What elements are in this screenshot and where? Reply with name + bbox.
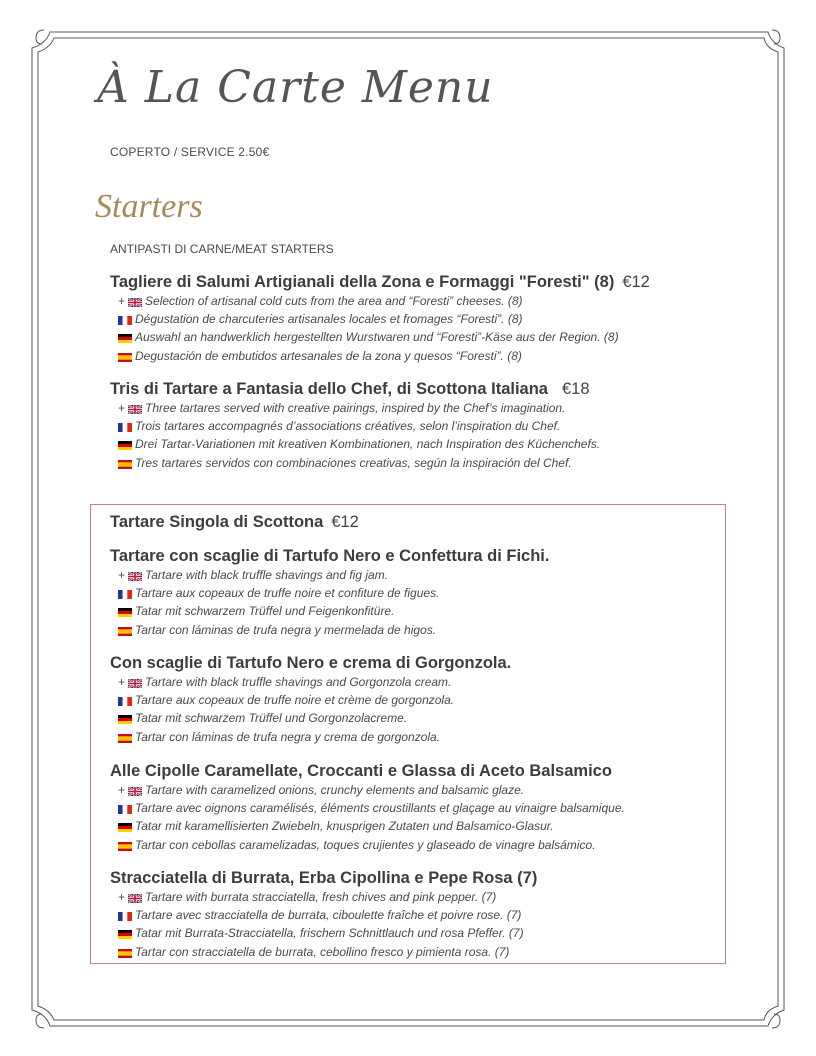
dish-price: €12 <box>622 273 650 291</box>
dish-heading <box>110 868 710 888</box>
uk-flag-icon <box>128 405 142 414</box>
germany-flag-icon <box>118 334 132 343</box>
france-flag-icon <box>118 423 132 432</box>
translation-de: Drei Tartar-Variationen mit kreativen Kombinationen, nach Inspiration des Küchenchefs. <box>110 435 710 453</box>
uk-flag-icon <box>128 572 142 581</box>
germany-flag-icon <box>118 823 132 832</box>
translation-en: + Tartare with burrata stracciatella, fresh chives and pink pepper. (7) <box>118 890 497 904</box>
dish-heading <box>110 272 710 292</box>
france-flag-icon <box>118 316 132 325</box>
france-flag-icon <box>118 805 132 814</box>
dish-heading <box>110 653 710 673</box>
dish-name: Tris di Tartare a Fantasia dello Chef, di Scottona Italiana <box>110 380 548 398</box>
spain-flag-icon <box>118 460 132 469</box>
dish-name: Con scaglie di Tartufo Nero e crema di Gorgonzola. <box>110 654 512 672</box>
translation-de: Tatar mit schwarzem Trüffel und Feigenkonfitüre. <box>110 602 710 620</box>
translation-en: + Tartare with black truffle shavings and Gorgonzola cream. <box>118 675 452 689</box>
translation-de: Tatar mit schwarzem Trüffel und Gorgonzolacreme. <box>110 709 710 727</box>
uk-flag-icon <box>128 679 142 688</box>
menu-item <box>110 512 710 532</box>
menu-item <box>110 868 710 961</box>
dish-heading <box>110 546 710 566</box>
dish-heading <box>110 761 710 781</box>
cover-charge: COPERTO / SERVICE 2.50€ <box>110 145 270 159</box>
menu-item <box>110 379 710 472</box>
dish-name: Tagliere di Salumi Artigianali della Zona e Formaggi "Foresti" (8) <box>110 273 615 291</box>
translation-es: Tartar con láminas de trufa negra y mermelada de higos. <box>110 621 710 639</box>
translation-fr: Trois tartares accompagnés d’associations créatives, selon l’inspiration du Chef. <box>110 417 710 435</box>
menu-title: À La Carte Menu <box>97 62 494 113</box>
germany-flag-icon <box>118 441 132 450</box>
uk-flag-icon <box>128 787 142 796</box>
translation-en: + Selection of artisanal cold cuts from the area and “Foresti” cheeses. (8) <box>118 294 523 308</box>
translation-es: Tartar con láminas de trufa negra y crema de gorgonzola. <box>110 728 710 746</box>
translation-fr: Tartare avec stracciatella de burrata, ciboulette fraîche et poivre rose. (7) <box>110 906 710 924</box>
germany-flag-icon <box>118 930 132 939</box>
uk-flag-icon <box>128 298 142 307</box>
dish-price: €18 <box>561 380 590 398</box>
translation-fr: Tartare aux copeaux de truffe noire et confiture de figues. <box>110 584 710 602</box>
dish-name: Tartare con scaglie di Tartufo Nero e Confettura di Fichi. <box>110 547 550 565</box>
menu-item <box>110 653 710 746</box>
translation-fr: Tartare aux copeaux de truffe noire et crème de gorgonzola. <box>110 691 710 709</box>
section-subtitle: ANTIPASTI DI CARNE/MEAT STARTERS <box>110 242 334 256</box>
spain-flag-icon <box>118 353 132 362</box>
section-title: Starters <box>95 188 203 225</box>
dish-heading <box>110 379 710 399</box>
translation-en: + Tartare with black truffle shavings and fig jam. <box>118 568 389 582</box>
translation-fr: Dégustation de charcuteries artisanales locales et fromages “Foresti”. (8) <box>110 310 710 328</box>
germany-flag-icon <box>118 608 132 617</box>
translation-de: Tatar mit karamellisierten Zwiebeln, knusprigen Zutaten und Balsamico-Glasur. <box>110 817 710 835</box>
dish-name: Tartare Singola di Scottona <box>110 513 324 531</box>
menu-item <box>110 761 710 854</box>
spain-flag-icon <box>118 842 132 851</box>
translation-es: Tartar con cebollas caramelizadas, toques crujientes y glaseado de vinagre balsámico. <box>110 836 710 854</box>
dish-name: Alle Cipolle Caramellate, Croccanti e Glassa di Aceto Balsamico <box>110 762 612 780</box>
france-flag-icon <box>118 697 132 706</box>
translation-en: + Three tartares served with creative pairings, inspired by the Chef’s imagination. <box>118 401 566 415</box>
translation-de: Tatar mit Burrata-Stracciatella, frischem Schnittlauch und rosa Pfeffer. (7) <box>110 924 710 942</box>
spain-flag-icon <box>118 734 132 743</box>
translation-fr: Tartare avec oignons caramélisés, éléments croustillants et glaçage au vinaigre balsamique. <box>110 799 710 817</box>
france-flag-icon <box>118 590 132 599</box>
translation-de: Auswahl an handwerklich hergestellten Wurstwaren und “Foresti”-Käse aus der Region. (8) <box>110 328 710 346</box>
dish-name: Stracciatella di Burrata, Erba Cipollina e Pepe Rosa (7) <box>110 869 538 887</box>
spain-flag-icon <box>118 949 132 958</box>
germany-flag-icon <box>118 715 132 724</box>
uk-flag-icon <box>128 894 142 903</box>
menu-item <box>110 546 710 639</box>
translation-es: Degustación de embutidos artesanales de la zona y quesos “Foresti”. (8) <box>110 347 710 365</box>
dish-heading <box>110 512 710 532</box>
spain-flag-icon <box>118 627 132 636</box>
france-flag-icon <box>118 912 132 921</box>
translation-es: Tres tartares servidos con combinaciones creativas, según la inspiración del Chef. <box>110 454 710 472</box>
translation-es: Tartar con stracciatella de burrata, cebollino fresco y pimienta rosa. (7) <box>110 943 710 961</box>
dish-price: €12 <box>331 513 359 531</box>
translation-en: + Tartare with caramelized onions, crunchy elements and balsamic glaze. <box>118 783 525 797</box>
menu-item <box>110 272 710 365</box>
